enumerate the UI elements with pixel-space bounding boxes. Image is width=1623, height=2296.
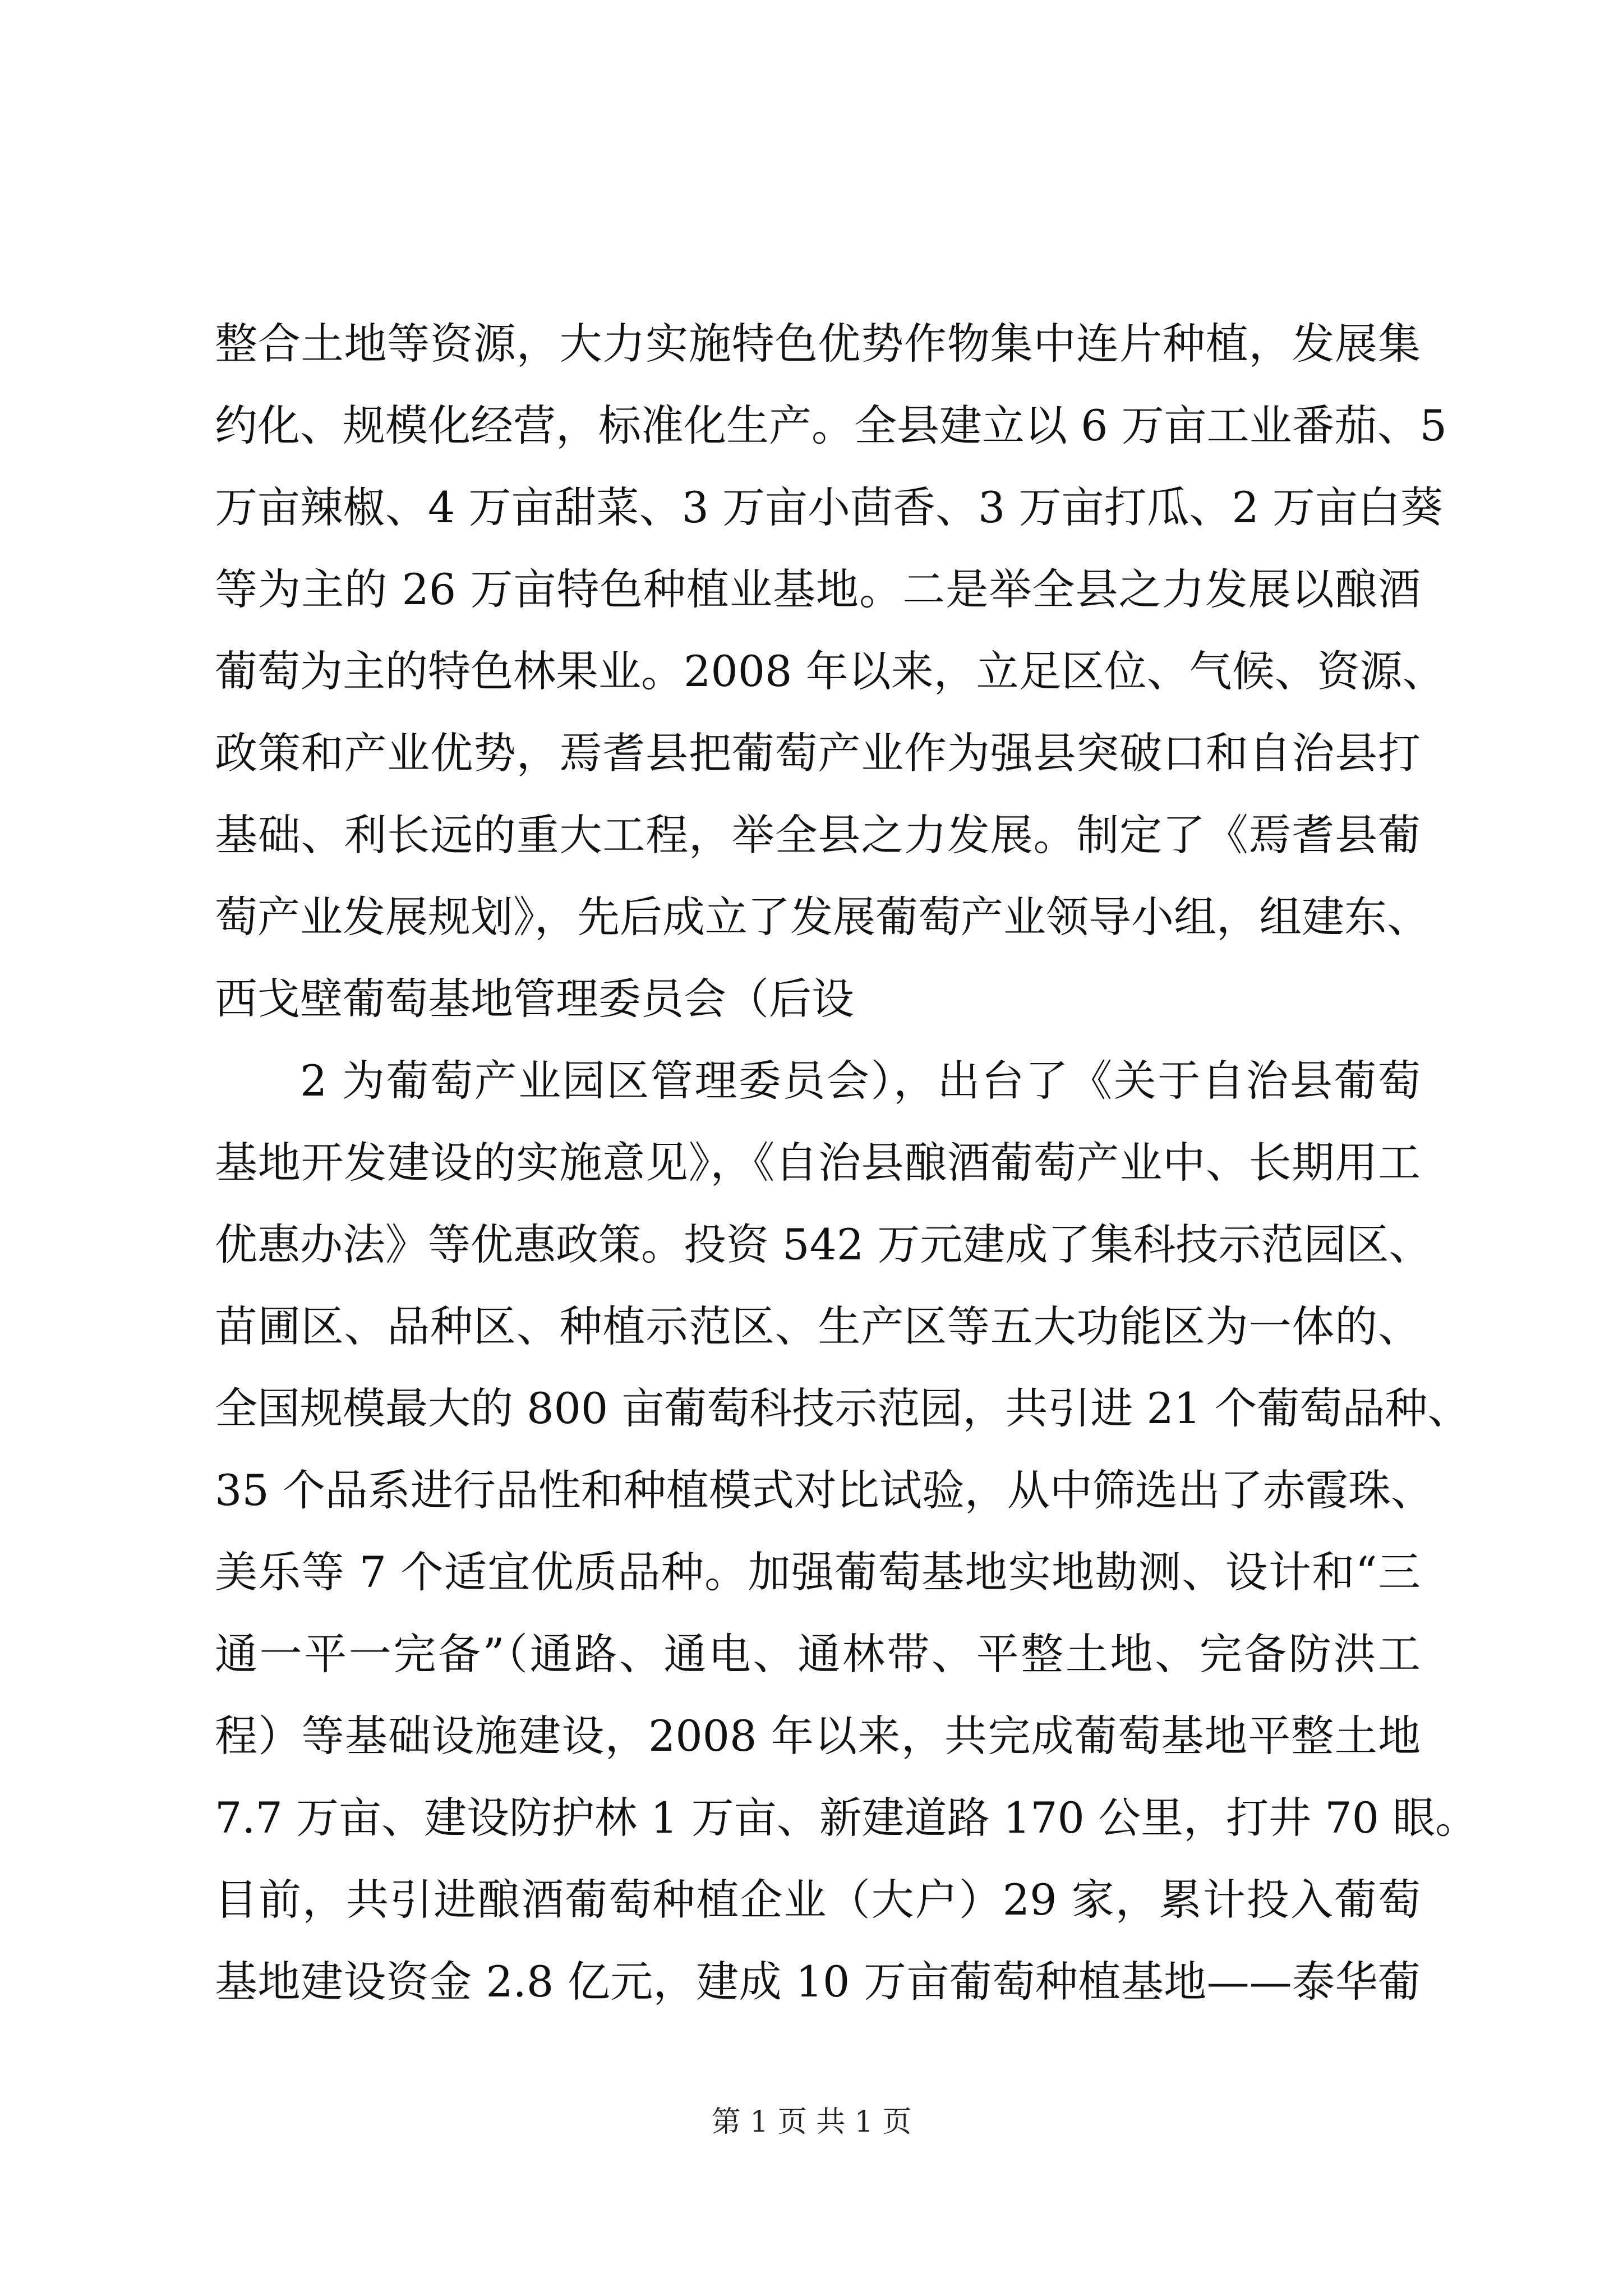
text-line: 整合土地等资源，大力实施特色优势作物集中连片种植，发展集 — [215, 319, 1421, 369]
text-line: 万亩辣椒、4 万亩甜菜、3 万亩小茴香、3 万亩打瓜、2 万亩白葵 — [215, 482, 1444, 532]
text-line: 2 为葡萄产业园区管理委员会），出台了《关于自治县葡萄 — [300, 1056, 1421, 1106]
text-line: 优惠办法》等优惠政策。投资 542 万元建成了集科技示范园区、 — [215, 1220, 1432, 1269]
text-line: 程）等基础设施建设，2008 年以来，共完成葡萄基地平整土地 — [215, 1711, 1421, 1761]
text-line: 西戈壁葡萄基地管理委员会（后设 — [215, 974, 854, 1024]
page-number: 第 1 页 共 1 页 — [711, 2105, 912, 2139]
body-text — [215, 303, 1478, 2023]
text-line: 基地建设资金 2.8 亿元，建成 10 万亩葡萄种植基地——泰华葡 — [215, 1957, 1421, 2007]
page-footer — [0, 2102, 1623, 2142]
text-line: 基地开发建设的实施意见》，《自治县酿酒葡萄产业中、长期用工 — [215, 1138, 1421, 1188]
text-line: 7.7 万亩、建设防护林 1 万亩、新建道路 170 公里，打井 70 眼。 — [215, 1793, 1478, 1843]
text-line: 目前，共引进酿酒葡萄种植企业（大户）29 家，累计投入葡萄 — [215, 1875, 1421, 1925]
text-line: 全国规模最大的 800 亩葡萄科技示范园，共引进 21 个葡萄品种、 — [215, 1383, 1470, 1433]
text-line: 约化、规模化经营，标准化生产。全县建立以 6 万亩工业番茄、5 — [215, 401, 1447, 450]
text-line: 等为主的 26 万亩特色种植业基地。二是举全县之力发展以酿酒 — [215, 564, 1421, 614]
text-line: 通一平一完备”（通路、通电、通林带、平整土地、完备防洪工 — [215, 1629, 1421, 1679]
text-line: 基础、利长远的重大工程，举全县之力发展。制定了《焉耆县葡 — [215, 810, 1421, 860]
text-line: 苗圃区、品种区、种植示范区、生产区等五大功能区为一体的、 — [215, 1301, 1421, 1351]
text-line: 35 个品系进行品性和种植模式对比试验，从中筛选出了赤霞珠、 — [215, 1465, 1433, 1515]
text-line: 葡萄为主的特色林果业。2008 年以来，立足区位、气候、资源、 — [215, 646, 1445, 696]
text-line: 萄产业发展规划》，先后成立了发展葡萄产业领导小组，组建东、 — [215, 892, 1430, 942]
text-line: 美乐等 7 个适宜优质品种。加强葡萄基地实地勘测、设计和“三 — [215, 1547, 1421, 1597]
text-line: 政策和产业优势，焉耆县把葡萄产业作为强县突破口和自治县打 — [215, 728, 1421, 778]
